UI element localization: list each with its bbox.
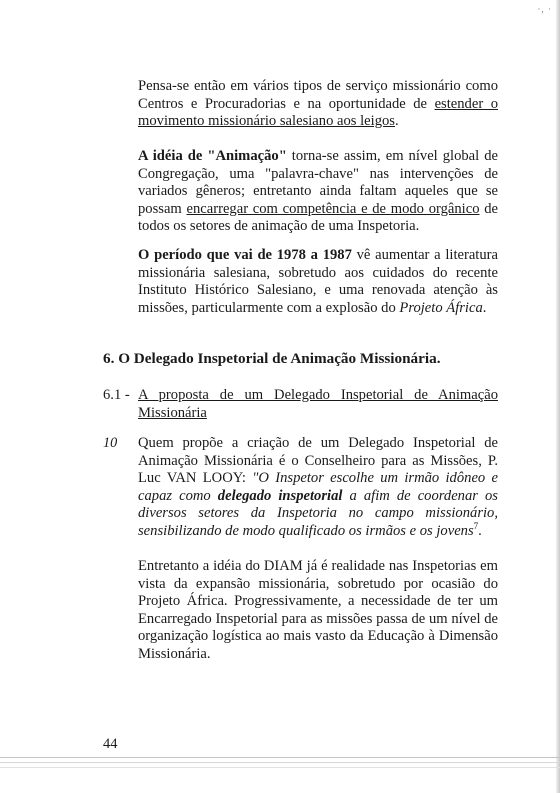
subsection-title: A proposta de um Delegado Inspetorial de Animação Missionária xyxy=(138,387,498,421)
paragraph-4-text: Quem propõe a criação de um Delegado Inspetorial de Animação Missionária é o Conselheiro para as Missões, P. Luc VAN LOOY: xyxy=(138,435,498,487)
paragraph-3 xyxy=(138,247,498,317)
scan-edge-lines xyxy=(0,757,560,779)
paragraph-2-end: de todos os setores de animação de uma Inspetoria. xyxy=(138,200,498,235)
paragraph-1-underlined: estender o movimento missionário salesiano aos leigos xyxy=(138,95,498,130)
paragraph-1-text: Pensa-se então em vários tipos de serviço missionário como Centros e Procuradorias e na oportunidade de xyxy=(138,78,498,112)
paragraph-2-bold: A idéia de "Animação" xyxy=(138,148,287,164)
paragraph-4-quote-end: a afim de coordenar os diversos setores da Inspetoria no campo missionário, sensibilizando de modo qualificado os irmãos e os jovens xyxy=(138,487,498,539)
paragraph-3-text: vê aumentar a literatura missionária salesiana, sobretudo aos cuidados do recente Instituto Histórico Salesiano, e uma renovada atenção às missões, particularmente com a explosão do xyxy=(138,247,498,316)
footnote-marker: 7 xyxy=(473,521,479,532)
paragraph-4-quote-start: "O Inspetor escolhe um irmão idôneo e capaz como xyxy=(138,470,498,504)
paragraph-3-bold: O período que vai de 1978 a 1987 xyxy=(138,247,352,263)
subsection-number: 6.1 - xyxy=(103,387,130,403)
paragraph-5: Entretanto a idéia do DIAM já é realidade nas Inspetorias em vista da expansão missionária, sobretudo por ocasião do Projeto África. Progressivamente, a necessidade de ter um Encarregado Inspetorial para as missões passa de um nível de organização logística ao mais vasto da Educação à Dimensão Missionária. xyxy=(138,558,498,662)
paragraph-3-end: . xyxy=(482,299,487,316)
page-edge-shadow xyxy=(556,0,560,793)
corner-mark: ·, · xyxy=(537,4,552,14)
paragraph-4 xyxy=(138,435,498,541)
page-number: 44 xyxy=(103,736,118,752)
paragraph-4-quote-bold: delegado inspetorial xyxy=(217,487,343,504)
paragraph-2-underlined: encarregar com competência e de modo orgânico xyxy=(186,200,480,217)
paragraph-1 xyxy=(138,78,498,131)
paragraph-4-end: . xyxy=(478,522,482,539)
paragraph-3-italic: Projeto África xyxy=(399,299,483,316)
paragraph-1-end: . xyxy=(394,113,399,130)
section-heading: 6. O Delegado Inspetorial de Animação Missionária. xyxy=(103,350,441,367)
paragraph-2-text: torna-se assim, em nível global de Congregação, uma "palavra-chave" nas intervenções de variados gêneros; entretanto ainda faltam aqueles que se possam xyxy=(138,148,498,217)
paragraph-2 xyxy=(138,148,498,236)
margin-number: 10 xyxy=(103,435,118,451)
